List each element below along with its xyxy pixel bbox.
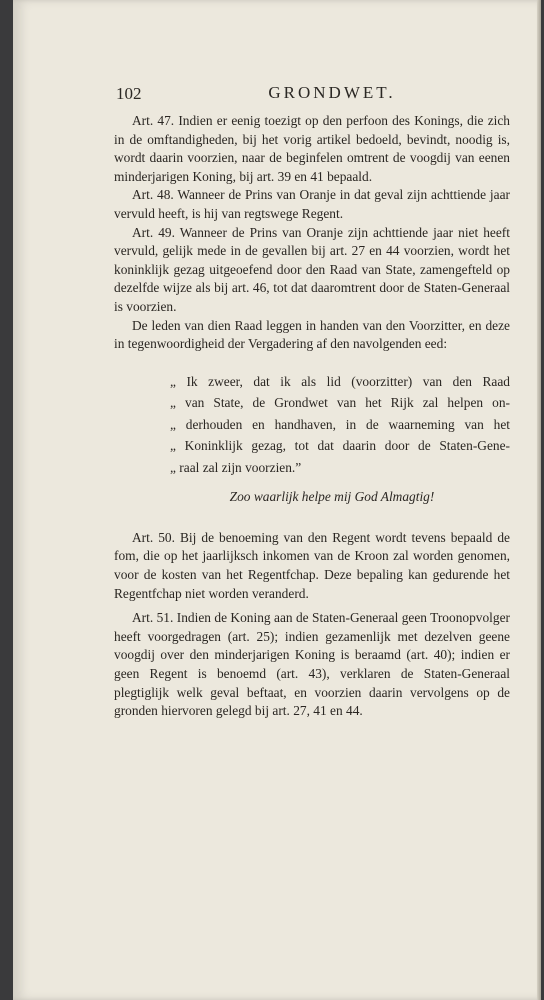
page-header bbox=[116, 84, 528, 108]
page-number: 102 bbox=[116, 84, 142, 103]
article-48: Art. 48. Wanneer de Prins van Oranje in dat geval zijn achttiende jaar vervuld heeft, is hij van regtswege Regent. bbox=[114, 187, 510, 221]
article-51: Art. 51. Indien de Koning aan de Staten-Generaal geen Troonopvolger heeft voorgedragen (art. 25); indien gezamenlijk met dezelven geene voogdij over den minderjarigen Koning is beraamd (art. 40); indien er geen Regent is benoemd (art. 43), verklaren de Staten-Generaal plegtiglijk welk geval beftaat, en voorzien daarin vervolgens op de gronden hiervoren gelegd bij art. 27, 41 en 44. bbox=[114, 610, 510, 719]
page-edge bbox=[537, 0, 541, 1000]
oath-line: „ Koninklijk gezag, tot dat daarin door de Staten-Gene- bbox=[170, 438, 510, 454]
oath-line: „ raal zal zijn voorzien.” bbox=[170, 459, 302, 475]
body-text bbox=[114, 112, 510, 721]
running-title: GRONDWET. bbox=[268, 83, 396, 102]
oath-line: „ derhouden en handhaven, in de waarneming van het bbox=[170, 416, 510, 432]
oath-closing: Zoo waarlijk helpe mij God Almagtig! bbox=[229, 489, 435, 505]
article-50: Art. 50. Bij de benoeming van den Regent wordt tevens bepaald de fom, die op het jaarlijksch inkomen van de Kroon zal worden genomen, voor de kosten van het Regentfchap. Deze bepaling kan gedurende het Regentfchap niet worden veranderd. bbox=[114, 529, 510, 601]
council-oath-intro: De leden van dien Raad leggen in handen van den Voorzitter, en deze in tegenwoordigheid der Vergadering af den navolgenden eed: bbox=[114, 317, 510, 352]
article-49: Art. 49. Wanneer de Prins van Oranje zijn achttiende jaar niet heeft vervuld, gelijk mede in de gevallen bij art. 27 en 44 voorzien, wordt het koninklijk gezag uitgeoefend door den Raad van State, zamengefteld op dezelfde wijze als bij art. 46, tot dat daaromtrent door de Staten-Generaal is voorzien. bbox=[114, 224, 510, 314]
oath-block bbox=[114, 371, 510, 479]
oath-line: „ van State, de Grondwet van het Rijk zal helpen on- bbox=[170, 395, 510, 411]
oath-line: „ Ik zweer, dat ik als lid (voorzitter) van den Raad bbox=[170, 373, 510, 389]
article-47: Art. 47. Indien er eenig toezigt op den perfoon des Konings, die zich in de omftandigheden, bij het vorig artikel bedoeld, bevindt, noodig is, wordt daarin voorzien, naar de beginfelen omtrent de voogdij van eenen minderjarigen Koning, bij art. 39 en 41 bepaald. bbox=[114, 113, 510, 184]
